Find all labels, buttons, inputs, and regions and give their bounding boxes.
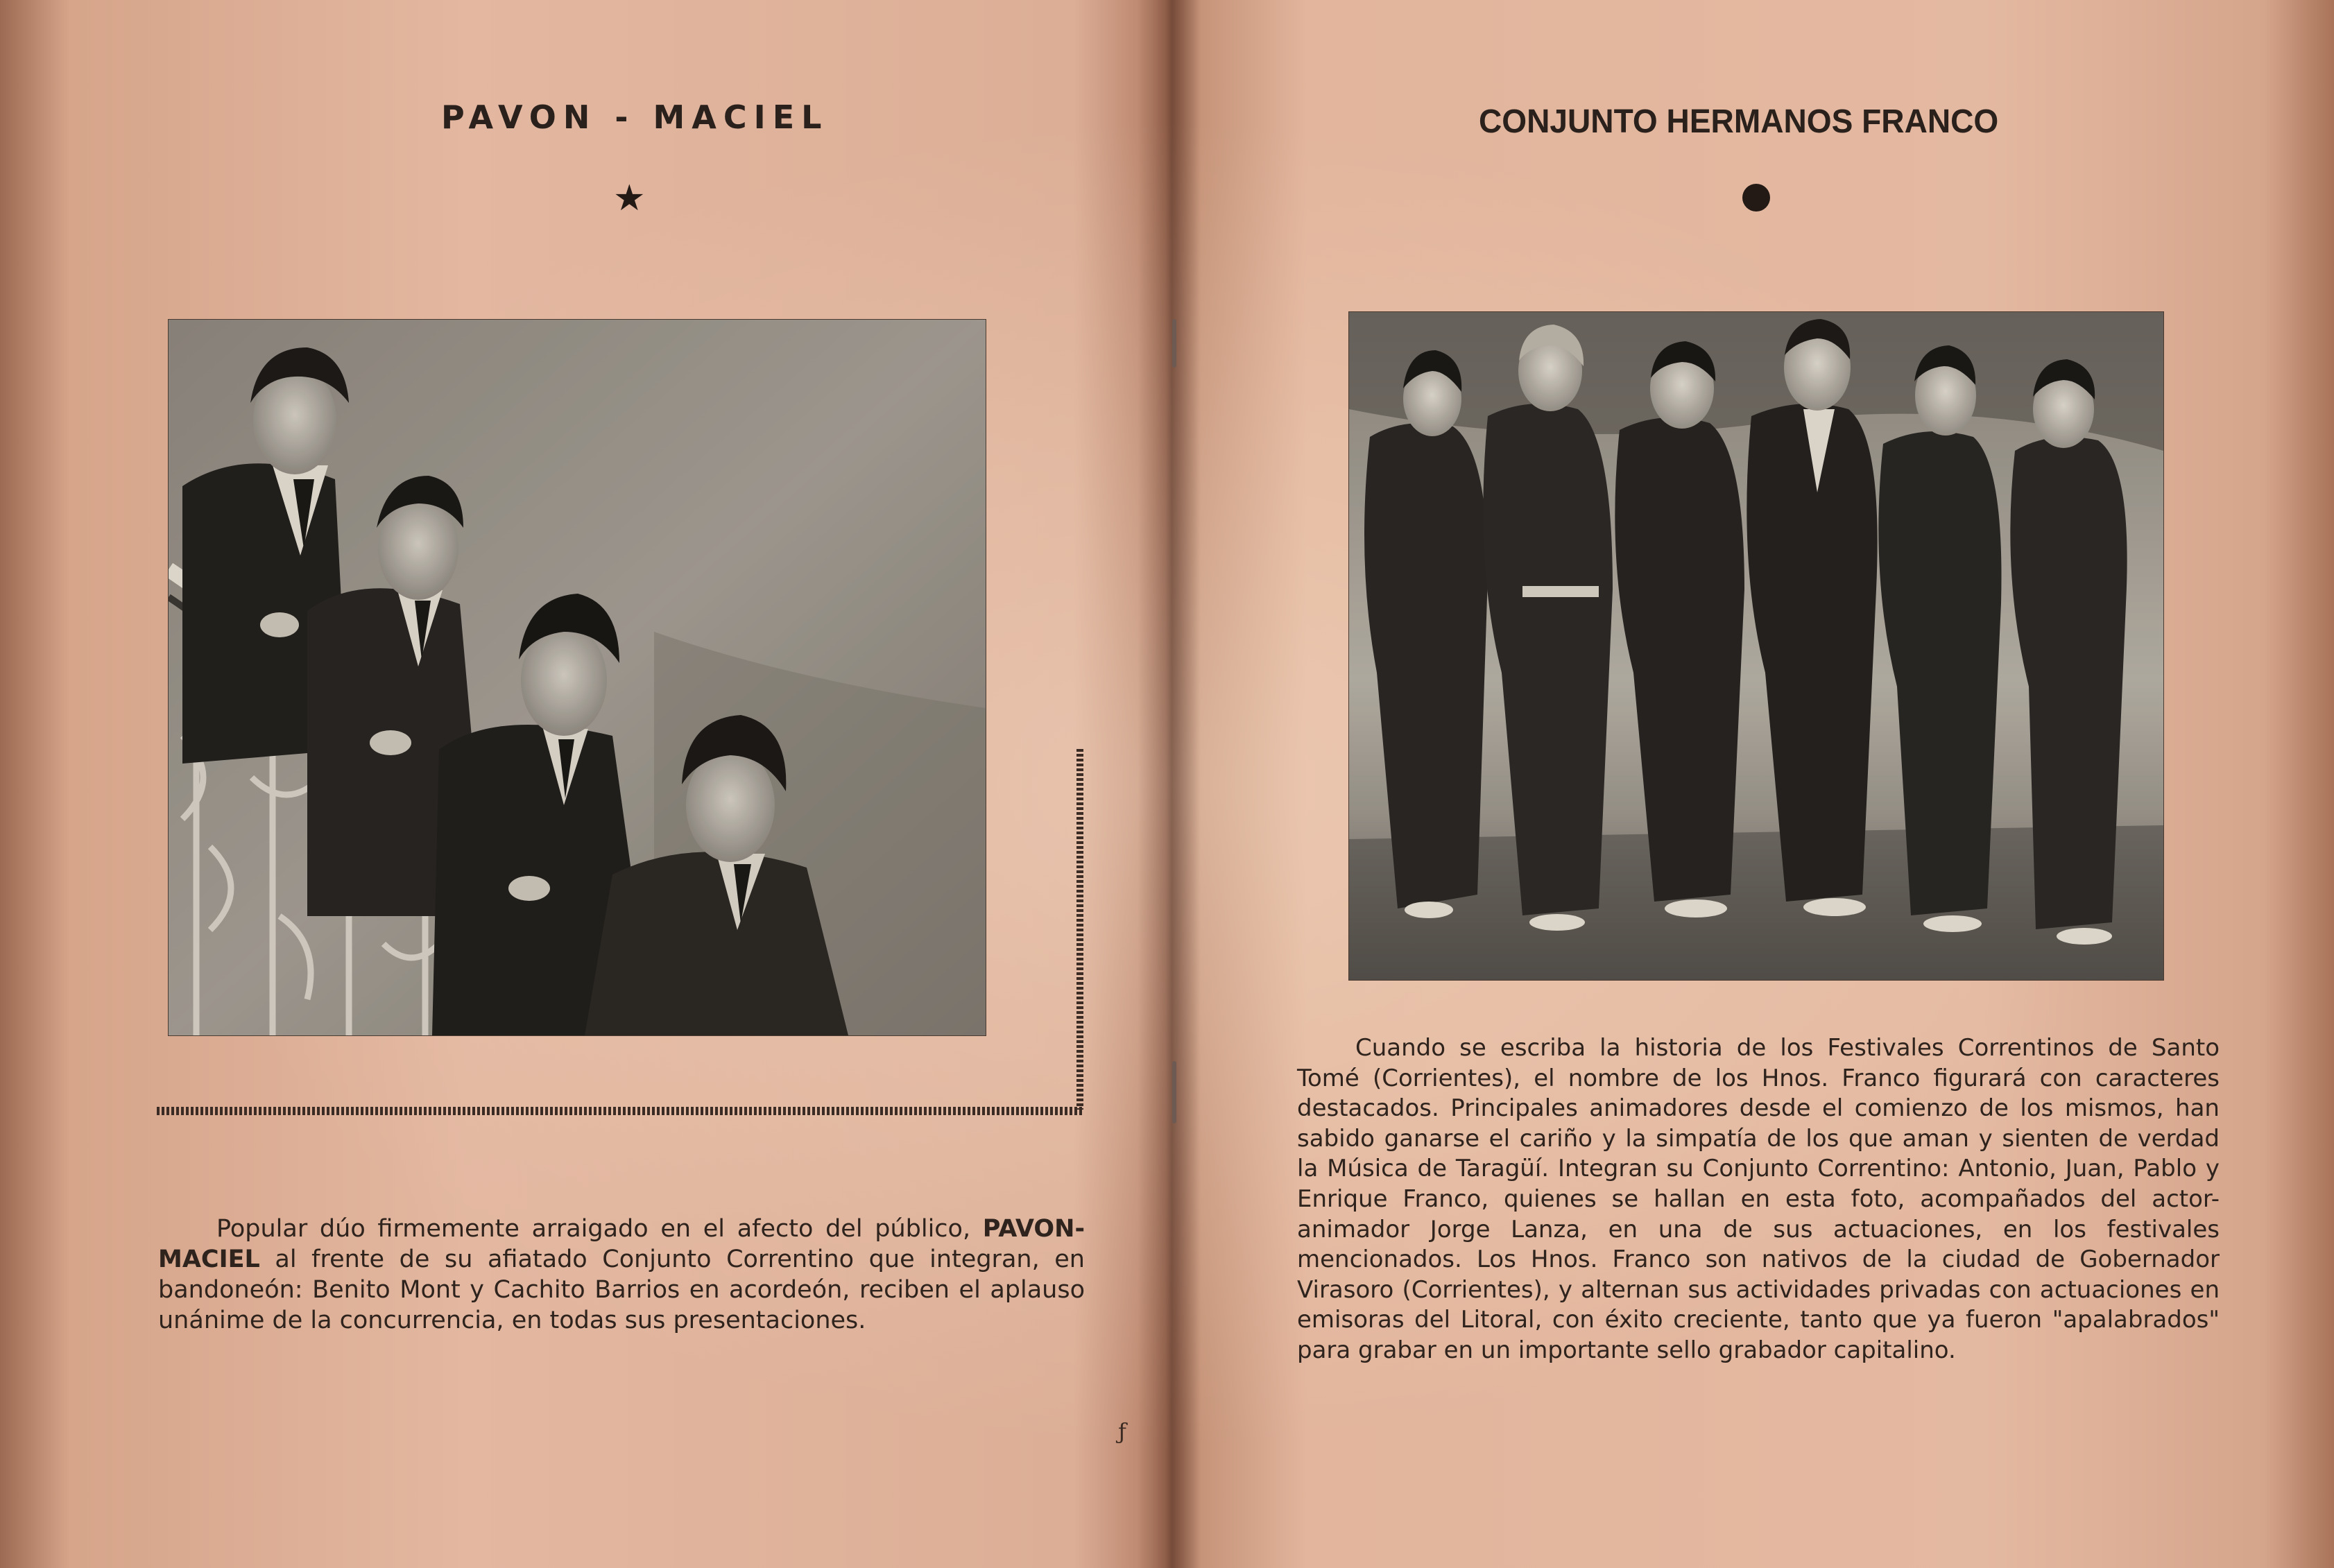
hermanos-franco-photo-graphic <box>1349 312 2163 980</box>
left-body-bold-name: PAVON-MACIEL <box>158 1215 1085 1273</box>
dot-ornament-icon <box>1742 184 1770 212</box>
right-page-title: CONJUNTO HERMANOS FRANCO <box>1479 103 1999 140</box>
left-page-title: PAVON - MACIEL <box>441 98 829 136</box>
right-page <box>1172 0 2334 1568</box>
left-body-rest: al frente de su afiatado Conjunto Correntino que integran, en bandoneón: Benito Mont y Cachito Barrios en acordeón, reciben el aplauso unánime de la concurrencia, en todas sus presentaciones. <box>158 1246 1085 1334</box>
pavon-maciel-photo-graphic <box>169 320 986 1035</box>
dotted-rule-horizontal <box>157 1107 1083 1115</box>
print-mark: ƒ <box>1118 1418 1126 1445</box>
right-page-body: Cuando se escriba la historia de los Festivales Correntinos de Santo Tomé (Corrientes), el nombre de los Hnos. Franco figurará con caracteres destacados. Principales animadores desde el comienzo de los mismos, han sabido ganarse el cariño y la simpatía de los que aman y sienten de verdad la Música de Taragüí. Integran su Conjunto Correntino: Antonio, Juan, Pablo y Enrique Franco, quienes se hallan en esta foto, acompañados del actor-animador Jorge Lanza, en una de sus actuaciones, en los festivales mencionados. Los Hnos. Franco son nativos de la ciudad de Gobernador Virasoro (Corrientes), y alternan sus actividades privadas con actuaciones en emisoras del Litoral, con éxito creciente, tanto que ya fueron "apalabrados" para grabar en un importante sello grabador capitalino. <box>1297 1034 2220 1364</box>
pavon-maciel-photo <box>169 320 986 1035</box>
left-page <box>0 0 1165 1568</box>
dotted-rule-vertical <box>1076 749 1083 1110</box>
hermanos-franco-photo <box>1349 312 2163 980</box>
star-ornament-icon: ★ <box>613 178 646 219</box>
left-body-intro: Popular dúo firmemente arraigado en el afecto del público, <box>216 1215 971 1243</box>
left-page-body <box>158 1214 1085 1336</box>
